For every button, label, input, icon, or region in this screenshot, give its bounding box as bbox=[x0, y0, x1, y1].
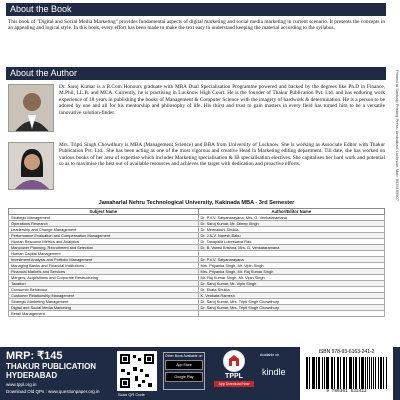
download-line[interactable]: Download Old QPs : www.questionpaper.org.in bbox=[6, 389, 100, 394]
barcode-bar bbox=[322, 357, 323, 389]
google-play-badge[interactable]: Google Play bbox=[165, 372, 203, 382]
barcode-bar bbox=[307, 357, 308, 389]
subject-name-cell: Taxation bbox=[9, 281, 199, 287]
subject-name-cell: Strategic Management bbox=[9, 215, 199, 221]
author-name-cell: Dr. P.V.V. Satyanarayana bbox=[198, 257, 384, 263]
author-name-cell bbox=[198, 311, 384, 317]
barcode-bar bbox=[309, 357, 310, 389]
subject-name-cell: Retail Management bbox=[9, 311, 199, 317]
barcode-bar bbox=[386, 357, 387, 389]
about-book-heading: About the Book bbox=[6, 3, 386, 16]
barcode-bar bbox=[383, 357, 384, 389]
author-name-cell: Dr. Saroj Kumar, Mrs. Tripti Singh Chowdhury bbox=[198, 299, 384, 305]
barcode-bar bbox=[363, 357, 364, 389]
subject-name-cell: Performance Evaluation and Compensation Management bbox=[9, 233, 199, 239]
author-name-cell: Dr. B. Vamsi Krishna, Mrs. G. Venkataramana bbox=[198, 245, 384, 251]
subject-name-cell: Human Capital Management bbox=[9, 251, 199, 257]
scan-qr-label: Scan QR Code bbox=[118, 392, 145, 397]
author-name-cell: Dr. Saroj Kumar, Mr. Dileep Singh bbox=[198, 221, 384, 227]
author-name-cell: Dr. Ekata Shukla bbox=[198, 287, 384, 293]
author-name-cell: Dr. Meenakshi Shukla bbox=[198, 227, 384, 233]
qr-code-icon bbox=[117, 351, 157, 391]
printer-side-text: Printed at Sankalp Printing Press, Aminabad, Lucknow. Mob: 9935169507 bbox=[395, 70, 400, 201]
subject-name-cell: Strategic Marketing Management bbox=[9, 299, 199, 305]
author-name-cell: Dr. Saroj Kumar, Mr. Vipin Singh bbox=[198, 281, 384, 287]
barcode-bar bbox=[369, 357, 370, 389]
kindle-logo: kindle bbox=[262, 367, 286, 377]
barcode-bar bbox=[332, 357, 333, 389]
subject-name-cell: Mergers, Acquisitions and Corporate Restructuring bbox=[9, 275, 199, 281]
author-name-header: Author/Editor Name bbox=[198, 209, 384, 215]
barcode-bar bbox=[350, 357, 351, 389]
mrp-price: MRP: ₹145 bbox=[6, 350, 63, 362]
subject-name-cell: Leadership and Change Management bbox=[9, 227, 199, 233]
subject-name-cell: Digital and Social Media Marketing bbox=[9, 305, 199, 311]
author1-bio: Dr. Saroj Kumar is a B.Com Honours graduate with MBA Dual Specialisation Programme powered and backed by the degrees like Ph.D in Finance, M.Phil, LL.B. and MCA. Currently, he is practising in Lucknow High Court. He is the founder of Thakur Publication Pvt. Ltd. and has enduring work experience of 18 years in publishing the books of Management & Computer Science with the imagery of hardwork & determination. He is a person to be adored by one and all for his mentorship and philosophy of life. His thirst and trust to gain masters in every field has turned him to be a versatile innovative solution-finder. bbox=[59, 84, 385, 116]
tppl-logo-icon bbox=[223, 350, 245, 372]
barcode-bar bbox=[356, 357, 357, 389]
author-name-cell: Mrs. Priyanka Singh, Mr. Vipin Singh bbox=[198, 263, 384, 269]
barcode-bar bbox=[371, 357, 372, 389]
subject-name-cell: Investment Analysis and Portfolio Management bbox=[9, 257, 199, 263]
author1-block bbox=[8, 84, 385, 132]
subject-name-cell: Financial Markets and Services bbox=[9, 269, 199, 275]
author-name-cell: Dr. J.N.V. Naresh Babu bbox=[198, 233, 384, 239]
barcode-bar bbox=[326, 357, 327, 389]
author2-bio: Mrs. Tripti Singh Chowdhury is MBA (Management Science) and BBA from University of Lucknow. She is working as Associate Editor with Thakur Publication Pvt. Ltd.. She has been acting as one of the most vigorous and creative Head in Marketing editing department. Till date, she has worked on various books of her area of expertise which includes Marketing specialisation & IB specialisation electives. She capitalises her hard work and potential so as to maximise the best out of available resources and achieves the target with dedication and proactive efforts. bbox=[59, 142, 385, 168]
barcode-bar bbox=[359, 357, 360, 389]
barcode-icon bbox=[306, 357, 387, 389]
subject-table bbox=[8, 208, 385, 317]
author-name-cell: Mr. Raj Kumar Singh, Mr. Vipin Singh bbox=[198, 275, 384, 281]
tppl-label: TPPL bbox=[225, 373, 243, 380]
about-author-heading: About the Author bbox=[6, 67, 386, 80]
tppl-download-label[interactable]: App Download Now bbox=[214, 381, 254, 387]
table-row bbox=[9, 311, 385, 317]
barcode-bar bbox=[319, 357, 320, 389]
subject-name-cell: Managing Banks and Financial Institutions bbox=[9, 263, 199, 269]
barcode-bar bbox=[378, 357, 379, 389]
subject-name-cell: Customer Relationship Management bbox=[9, 293, 199, 299]
barcode-box bbox=[300, 347, 393, 400]
author1-photo bbox=[8, 84, 54, 132]
barcode-bar bbox=[338, 357, 339, 389]
barcode-bar bbox=[340, 357, 341, 389]
publisher-name: THAKUR PUBLICATION HYDERABAD bbox=[6, 362, 97, 380]
app-store-badge[interactable]: App Store bbox=[165, 360, 203, 370]
tppl-app-block bbox=[214, 350, 254, 394]
subject-table-body bbox=[9, 215, 385, 317]
author-name-cell: Dr. Tanapalla Lokeswara Rao bbox=[198, 239, 384, 245]
barcode-bar bbox=[353, 357, 354, 389]
syllabus-heading: Jawaharlal Nehru Technological University, Kakinada MBA - 3rd Semester bbox=[98, 200, 295, 206]
barcode-bar bbox=[316, 357, 317, 389]
kindle-available-label: Available on bbox=[260, 353, 280, 357]
store-box: Other Book Available on App Store Google Play bbox=[163, 352, 205, 390]
subject-name-header: Subject Name bbox=[9, 209, 199, 215]
subject-name-cell: Human Resource Metrics and Analytics bbox=[9, 239, 199, 245]
barcode-bar bbox=[327, 357, 329, 389]
author2-block bbox=[8, 142, 385, 190]
about-book-paragraph: This book of "Digital and Social Media Marketing" provides fundamental aspects of digital marketing and social media marketing in current scenario. It presents the concepts in an appealing and logical style. In this book, every effort has been made to make the text easy to understand keeping the material according to the syllabus. bbox=[8, 19, 385, 32]
author-name-cell: Dr. Saroj Kumar, Mrs. Tripti Singh Chowdhury bbox=[198, 305, 384, 311]
barcode-number: 9 789361 632412 bbox=[326, 389, 367, 394]
barcode-bar bbox=[313, 357, 315, 389]
barcode-bar bbox=[381, 357, 382, 389]
author-name-cell: Mrs. Priyanka Singh, Mr. Raj Kumar Singh bbox=[198, 269, 384, 275]
barcode-bar bbox=[334, 357, 335, 389]
author2-photo bbox=[8, 142, 54, 190]
barcode-bar bbox=[344, 357, 345, 389]
footer-bar bbox=[0, 347, 400, 400]
subject-name-cell: Operations Research bbox=[9, 221, 199, 227]
subject-name-cell: Consumer Behaviour bbox=[9, 287, 199, 293]
isbn-text: ISBN 978-93-6163-241-2 bbox=[318, 349, 375, 355]
website-link[interactable]: www.tppl.org.in bbox=[6, 382, 37, 387]
author-name-cell: K. Venkata Ramesh bbox=[198, 293, 384, 299]
subject-name-cell: Manpower Planning, Recruitment and Selection bbox=[9, 245, 199, 251]
barcode-bar bbox=[365, 357, 366, 389]
barcode-bar bbox=[375, 357, 377, 389]
barcode-bar bbox=[346, 357, 348, 389]
author-name-cell: Dr. P.V.V. Satyanarayana, Mrs. G. Venkataramana bbox=[198, 215, 384, 221]
